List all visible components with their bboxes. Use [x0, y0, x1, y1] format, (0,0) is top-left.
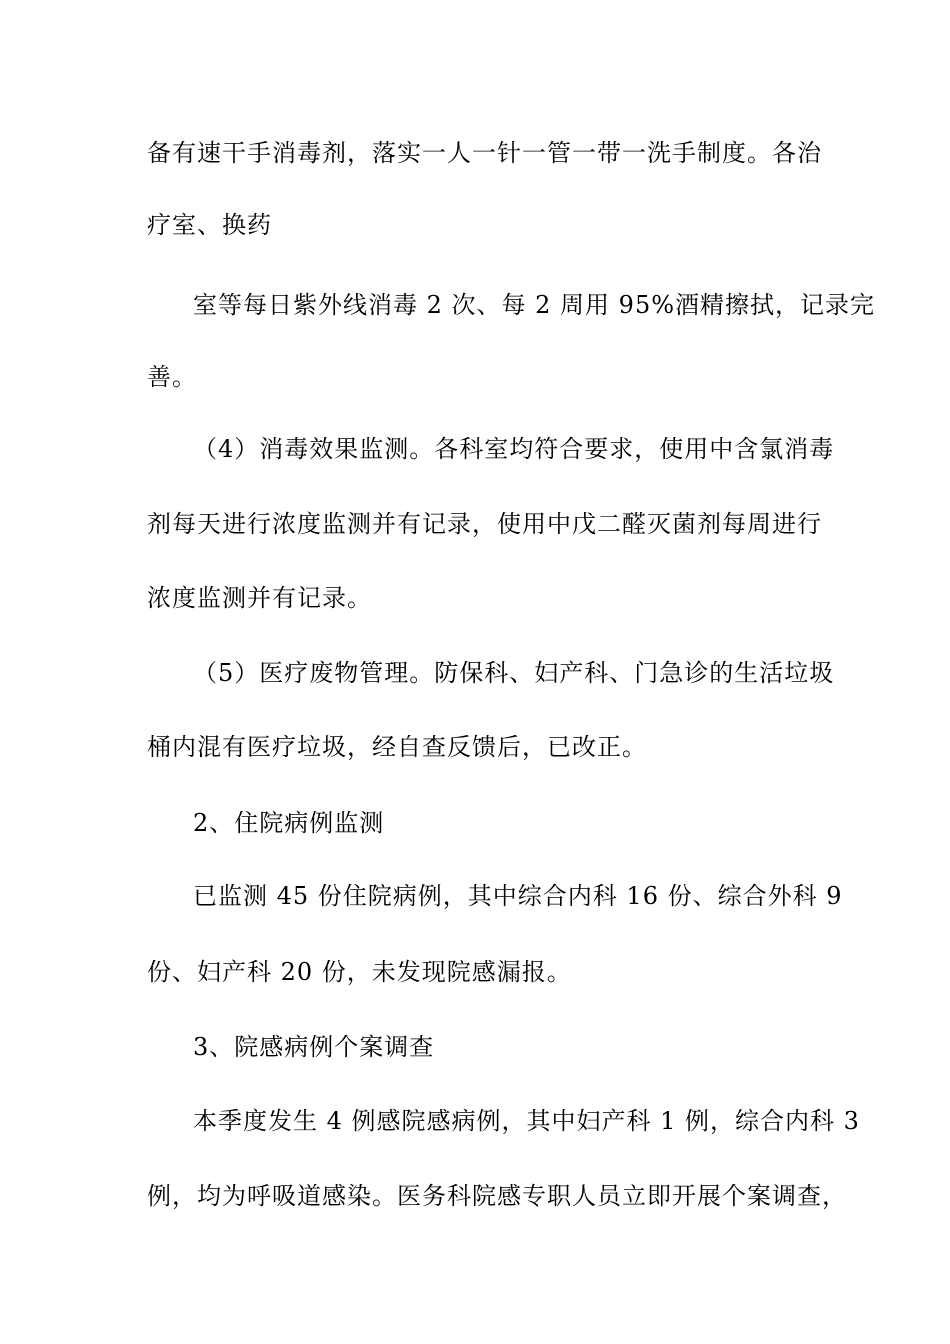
paragraph-line: 备有速干手消毒剂，落实一人一针一管一带一洗手制度。各治: [147, 139, 822, 167]
paragraph-line: 已监测 45 份住院病例，其中综合内科 16 份、综合外科 9: [193, 882, 843, 910]
paragraph-line: （5）医疗废物管理。防保科、妇产科、门急诊的生活垃圾: [193, 659, 835, 687]
paragraph-line: 善。: [147, 363, 197, 391]
section-heading: 3、院感病例个案调查: [193, 1033, 435, 1061]
paragraph-line: 份、妇产科 20 份，未发现院感漏报。: [147, 958, 572, 986]
paragraph-line: 例，均为呼吸道感染。医务科院感专职人员立即开展个案调查，: [147, 1182, 847, 1210]
paragraph-line: 室等每日紫外线消毒 2 次、每 2 周用 95%酒精擦拭，记录完: [193, 291, 876, 319]
paragraph-line: 疗室、换药: [147, 211, 272, 239]
paragraph-line: （4）消毒效果监测。各科室均符合要求，使用中含氯消毒: [193, 435, 835, 463]
section-heading: 2、住院病例监测: [193, 809, 385, 837]
paragraph-line: 桶内混有医疗垃圾，经自查反馈后，已改正。: [147, 733, 647, 761]
paragraph-line: 本季度发生 4 例感院感病例，其中妇产科 1 例，综合内科 3: [193, 1107, 860, 1135]
paragraph-line: 剂每天进行浓度监测并有记录，使用中戊二醛灭菌剂每周进行: [147, 510, 822, 538]
paragraph-line: 浓度监测并有记录。: [147, 584, 372, 612]
